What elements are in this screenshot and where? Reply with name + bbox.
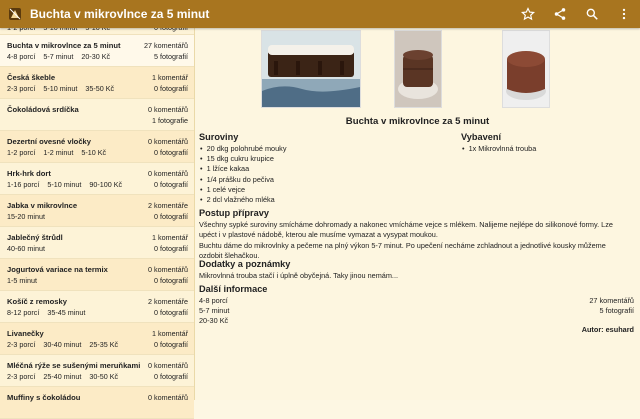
recipe-name: Livanečky: [7, 329, 44, 338]
procedure-heading: Postup přípravy: [199, 208, 269, 218]
recipe-name: Košíč z remosky: [7, 297, 67, 306]
ingredients-heading: Suroviny: [199, 132, 239, 142]
ingredients-list: [200, 144, 286, 205]
comment-count: 1 komentář: [152, 329, 188, 338]
recipe-name: Jogurtová variace na termix: [7, 265, 108, 274]
photo-count: 5 fotografií: [154, 52, 188, 61]
info-heading: Další informace: [199, 284, 268, 294]
comment-count: 0 komentářů: [148, 361, 188, 370]
share-button[interactable]: [544, 0, 576, 28]
list-item[interactable]: Livanečky 2-3 porcí 30-40 minut 25-35 Kč 1 komentář 0 fotografií: [0, 323, 194, 355]
author-label: Autor: esuhard: [581, 325, 634, 334]
list-item[interactable]: Buchta v mikrovlnce za 5 minut 4-8 porcí 5-7 minut 20-30 Kč 27 komentářů 5 fotografií: [0, 35, 194, 67]
procedure-text: Všechny sypké suroviny smícháme dohromady a nakonec vmícháme vejce s mlékem. Nalijeme nejlépe do silikonové formy. Lze upéct i v plastové nádobě, kterou ale musíme vymazat a vysypat moukou. Buchtu dáme do mikrovlnky a pečeme na plný výkon 5-7 minut. Po upečení necháme zchladnout a jednotlivé kousky můžeme ozdobit šlehačkou.: [199, 220, 613, 260]
list-item[interactable]: [0, 99, 194, 131]
info-photos[interactable]: 5 fotografií: [599, 306, 634, 315]
search-button[interactable]: [576, 0, 608, 28]
info-price: 20-30 Kč: [199, 316, 229, 325]
recipe-name: Jablečný štrůdl: [7, 233, 63, 242]
ingredient: • 1/4 prášku do pečiva: [200, 175, 286, 185]
more-vert-icon: [617, 7, 631, 21]
recipe-name: Mléčná rýže se sušenými meruňkami: [7, 361, 141, 370]
app-logo-icon[interactable]: [6, 5, 24, 23]
recipe-title: Buchta v mikrovlnce za 5 minut: [345, 116, 490, 127]
list-item[interactable]: [0, 387, 194, 419]
list-item[interactable]: Hrk-hrk dort 1-16 porcí 5-10 minut 90-100 Kč 0 komentářů 0 fotografií: [0, 163, 194, 195]
list-item[interactable]: Jablečný štrůdl 40-60 minut 1 komentář 0 fotografií: [0, 227, 194, 259]
info-comments[interactable]: 27 komentářů: [589, 296, 634, 305]
info-servings: 4-8 porcí: [199, 296, 228, 305]
share-icon: [553, 7, 567, 21]
recipe-detail: [195, 28, 640, 400]
star-icon: [521, 7, 535, 21]
recipe-photo[interactable]: [502, 30, 550, 108]
comment-count: 0 komentářů: [148, 393, 188, 402]
ingredient: • 15 dkg cukru krupice: [200, 154, 286, 164]
recipe-photo[interactable]: [261, 30, 361, 108]
comment-count: 0 komentářů: [148, 137, 188, 146]
comment-count: 2 komentáře: [148, 297, 188, 306]
comment-count: 0 komentářů: [148, 265, 188, 274]
photo-count: 0 fotografií: [154, 276, 188, 285]
photo-count: 1 fotografie: [152, 116, 188, 125]
comment-count: 1 komentář: [152, 73, 188, 82]
list-item[interactable]: Mléčná rýže se sušenými meruňkami 2-3 porcí 25-40 minut 30-50 Kč 0 komentářů 0 fotografií: [0, 355, 194, 387]
recipe-photo[interactable]: [394, 30, 442, 108]
list-item[interactable]: Dezertní ovesné vločky 1-2 porcí 1-2 minut 5-10 Kč 0 komentářů 0 fotografií: [0, 131, 194, 163]
photo-strip: [195, 30, 640, 108]
photo-count: 0 fotografií: [154, 180, 188, 189]
notes-text: Mikrovlnná trouba stačí i úplně obyčejná. Taky jinou nemám...: [199, 271, 399, 280]
equipment-list: [462, 144, 536, 154]
comment-count: 0 komentářů: [148, 105, 188, 114]
comment-count: 0 komentářů: [148, 169, 188, 178]
list-item[interactable]: Košíč z remosky 8-12 porcí 35-45 minut 2 komentáře 0 fotografií: [0, 291, 194, 323]
app-title: Buchta v mikrovlnce za 5 minut: [30, 7, 210, 21]
photo-count: 0 fotografií: [154, 84, 188, 93]
photo-count: 0 fotografií: [154, 212, 188, 221]
recipe-name: Dezertní ovesné vločky: [7, 137, 91, 146]
photo-count: 0 fotografií: [154, 308, 188, 317]
recipe-name: Buchta v mikrovlnce za 5 minut: [7, 41, 121, 50]
ingredient: • 1 celé vejce: [200, 185, 286, 195]
equipment-heading: Vybavení: [461, 132, 502, 142]
comment-count: 2 komentáře: [148, 201, 188, 210]
ingredient: • 20 dkg polohrubé mouky: [200, 144, 286, 154]
ingredient: • 2 dcl vlažného mléka: [200, 195, 286, 205]
search-icon: [585, 7, 599, 21]
recipe-name: Muffiny s čokoládou: [7, 393, 81, 402]
photo-count: 0 fotografií: [154, 244, 188, 253]
list-item[interactable]: Česká škeble 2-3 porcí 5-10 minut 35-50 Kč 1 komentář 0 fotografií: [0, 67, 194, 99]
equipment-item: • 1x Mikrovlnná trouba: [462, 144, 536, 154]
recipe-name: Čokoládová srdíčka: [7, 105, 79, 114]
overflow-menu-button[interactable]: [608, 0, 640, 28]
recipe-name: Hrk-hrk dort: [7, 169, 51, 178]
recipe-name: Jabka v mikrovlnce: [7, 201, 78, 210]
action-bar: [0, 0, 640, 28]
ingredient: • 1 lžíce kakaa: [200, 164, 286, 174]
photo-count: 0 fotografií: [154, 340, 188, 349]
photo-count: 0 fotografií: [154, 372, 188, 381]
comment-count: 27 komentářů: [144, 41, 188, 50]
list-item[interactable]: Jabka v mikrovlnce 15-20 minut 2 komentáře 0 fotografií: [0, 195, 194, 227]
info-time: 5-7 minut: [199, 306, 230, 315]
recipe-list[interactable]: [0, 28, 195, 400]
star-button[interactable]: [512, 0, 544, 28]
notes-heading: Dodatky a poznámky: [199, 259, 291, 269]
list-item[interactable]: Jogurtová variace na termix 1-5 minut 0 komentářů 0 fotografií: [0, 259, 194, 291]
comment-count: 1 komentář: [152, 233, 188, 242]
list-item-partial[interactable]: [0, 28, 194, 35]
recipe-name: Česká škeble: [7, 73, 56, 82]
photo-count: 0 fotografií: [154, 148, 188, 157]
